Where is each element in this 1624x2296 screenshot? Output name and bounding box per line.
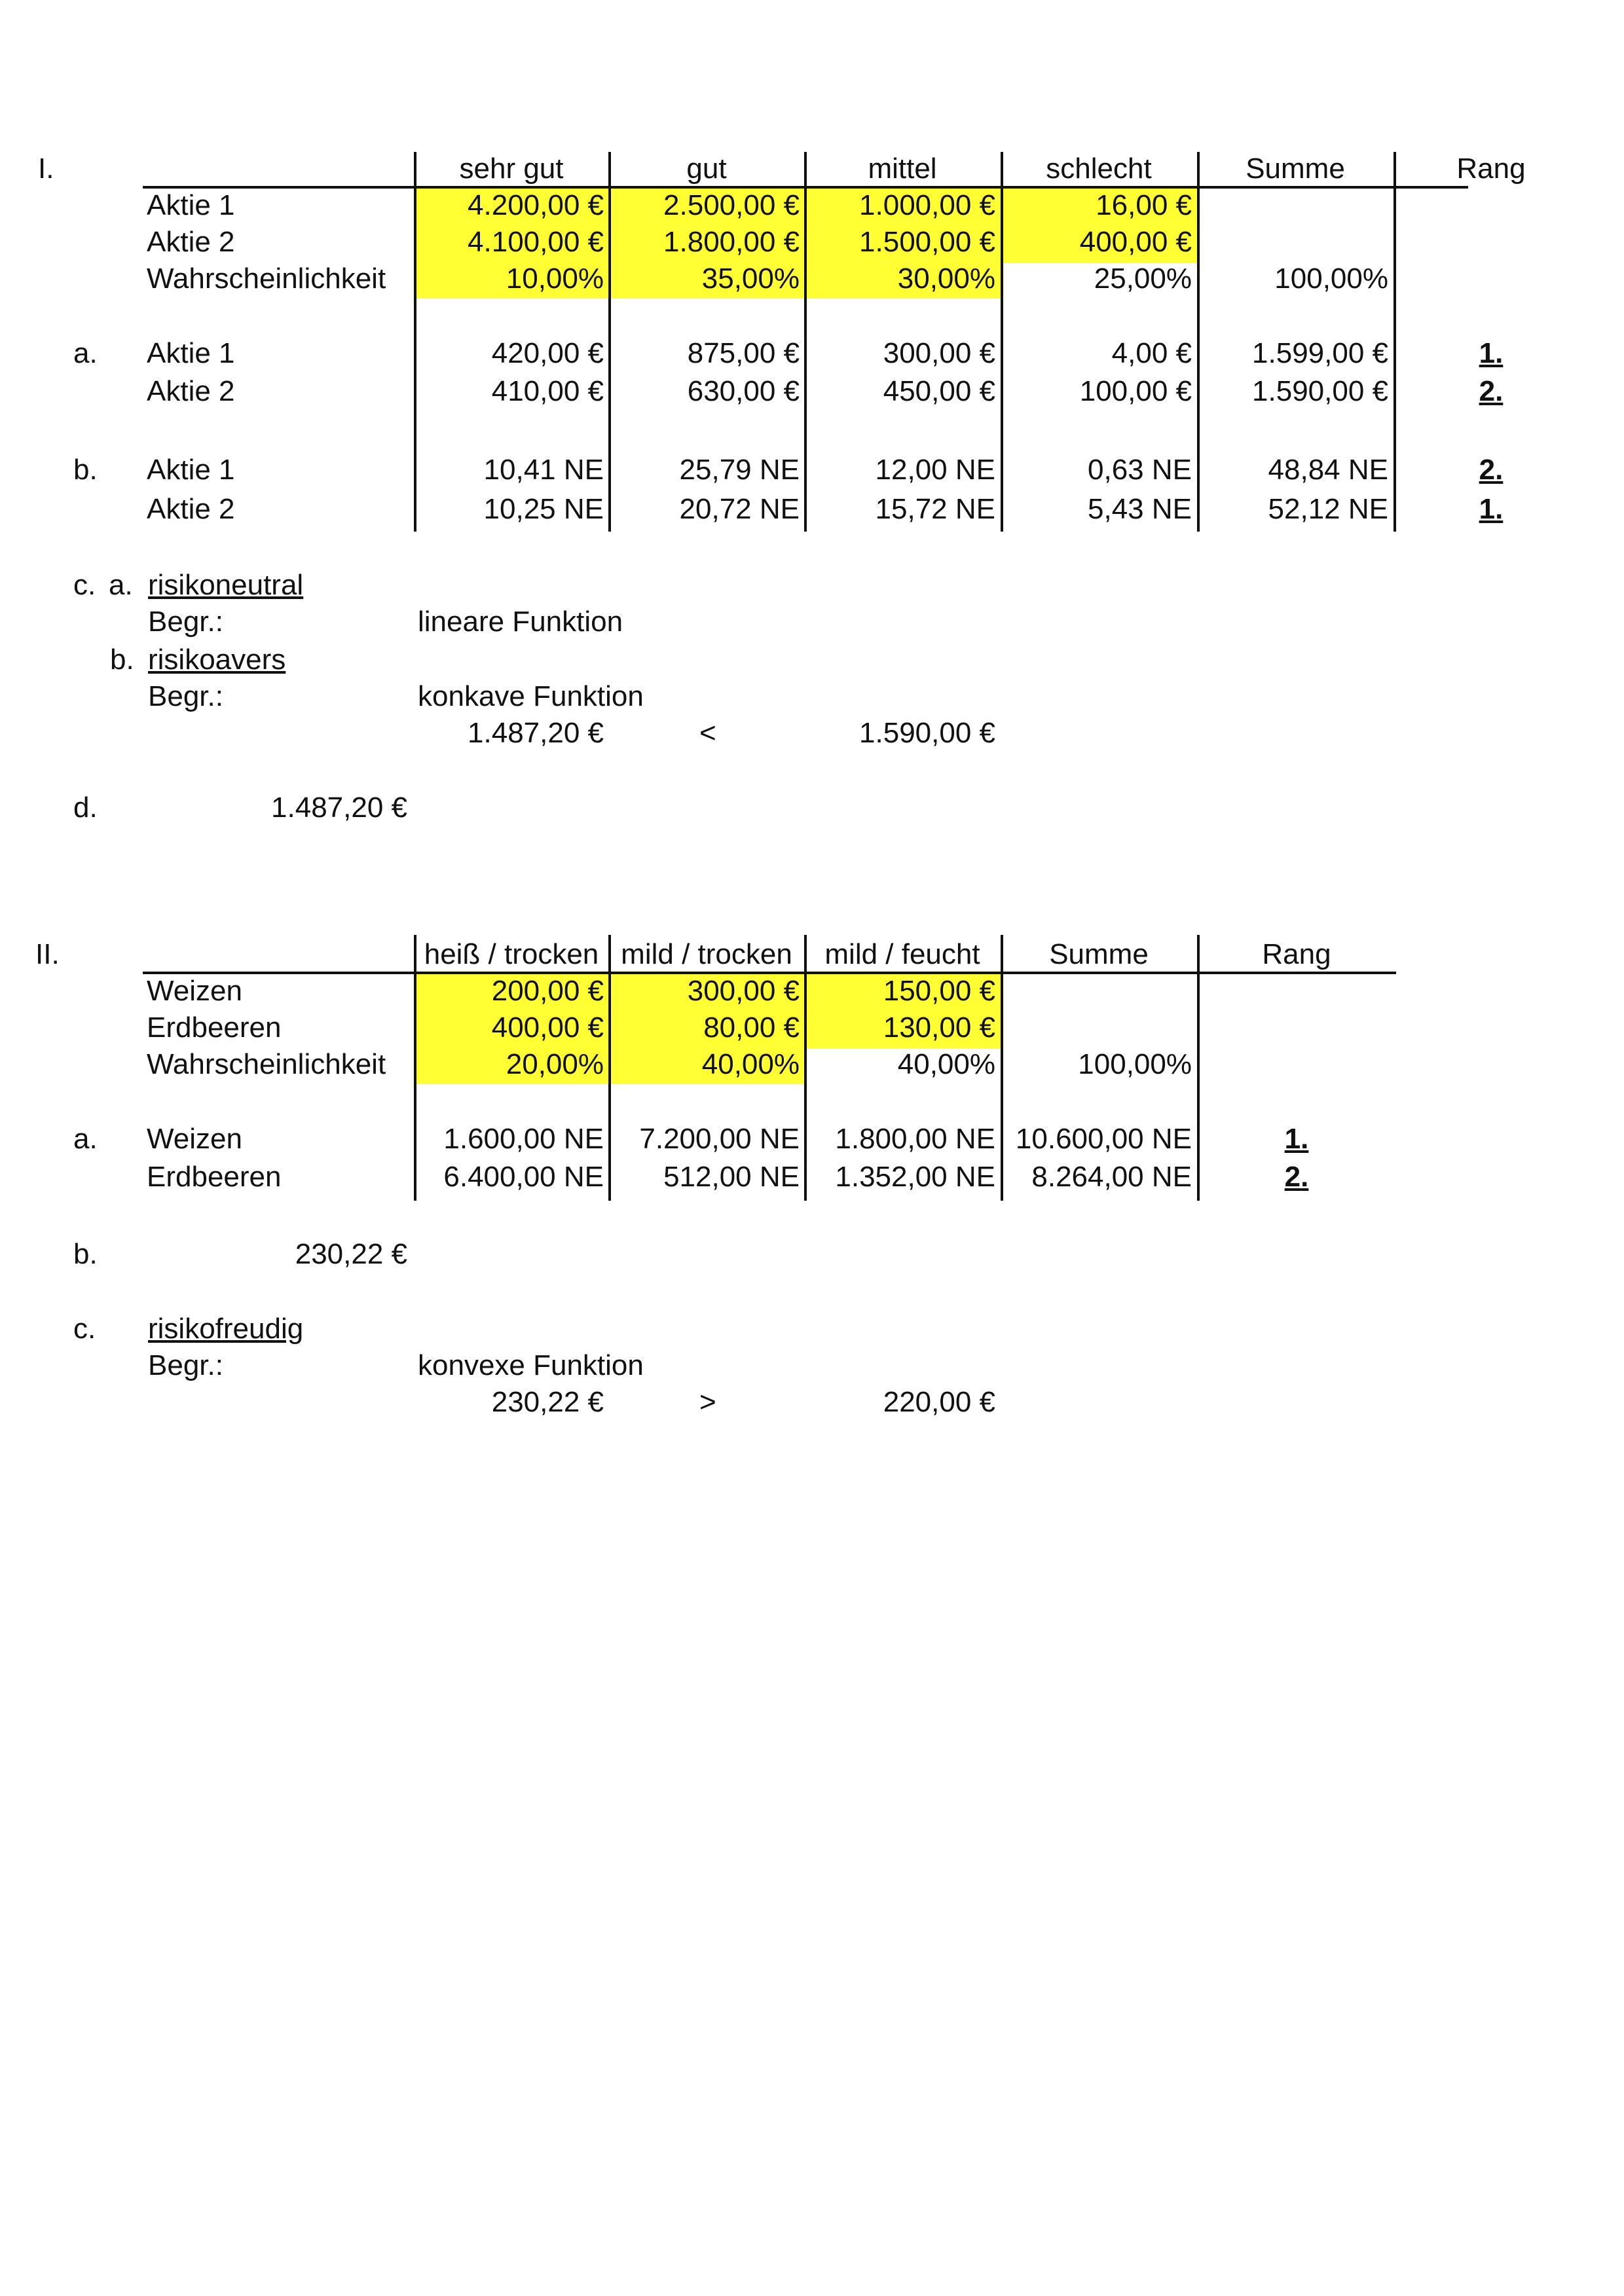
table-cell: 1.600,00 NE	[443, 1123, 604, 1155]
reason-label: Begr.:	[148, 680, 223, 712]
table-cell: 0,63 NE	[1088, 454, 1192, 486]
comparison-left: 1.487,20 €	[468, 717, 604, 749]
section-label: I.	[38, 153, 54, 185]
table-cell: 80,00 €	[703, 1011, 800, 1044]
row-label: Aktie 1	[147, 189, 235, 221]
comparison-right: 1.590,00 €	[859, 717, 995, 749]
rank-value: 2.	[1479, 454, 1504, 486]
table-cell: 1.599,00 €	[1252, 337, 1388, 369]
table-cell: 1.000,00 €	[859, 189, 995, 221]
header-gut: gut	[686, 153, 727, 185]
table-cell: 15,72 NE	[875, 493, 995, 525]
table-cell: 6.400,00 NE	[443, 1161, 604, 1193]
row-label: Weizen	[147, 975, 242, 1007]
part-label: d.	[73, 792, 98, 824]
table-cell: 400,00 €	[491, 1011, 604, 1044]
part-label: b.	[73, 1238, 98, 1270]
table-cell: 7.200,00 NE	[639, 1123, 800, 1155]
table-cell: 1.800,00 €	[663, 226, 800, 258]
result-value: 230,22 €	[295, 1238, 407, 1270]
table-cell: 10.600,00 NE	[1015, 1123, 1192, 1155]
table-cell: 40,00%	[897, 1048, 995, 1080]
result-value: 1.487,20 €	[271, 792, 407, 824]
table-cell: 410,00 €	[491, 375, 604, 407]
row-label: Aktie 2	[147, 375, 235, 407]
table-cell: 100,00 €	[1079, 375, 1192, 407]
header-rang: Rang	[1262, 938, 1331, 970]
sub-label: a.	[109, 569, 133, 601]
table-cell: 300,00 €	[883, 337, 995, 369]
reason-text: konkave Funktion	[418, 680, 644, 712]
sub-label: b.	[110, 644, 134, 676]
table-cell: 4.200,00 €	[468, 189, 604, 221]
comparison-right: 220,00 €	[883, 1386, 995, 1418]
header-sehr-gut: sehr gut	[459, 153, 564, 185]
part-label: a.	[73, 1123, 98, 1155]
table-cell: 100,00%	[1274, 263, 1388, 295]
part-label: c.	[73, 1313, 96, 1345]
table-cell: 150,00 €	[883, 975, 995, 1007]
table-cell: 10,41 NE	[483, 454, 604, 486]
table-cell: 25,00%	[1094, 263, 1192, 295]
table-cell: 10,25 NE	[483, 493, 604, 525]
row-label: Wahrscheinlichkeit	[147, 263, 386, 295]
table-cell: 1.800,00 NE	[835, 1123, 995, 1155]
risk-type: risikoavers	[148, 644, 286, 676]
table-cell: 400,00 €	[1079, 226, 1192, 258]
reason-text: konvexe Funktion	[418, 1349, 644, 1381]
table-cell: 8.264,00 NE	[1031, 1161, 1192, 1193]
table-cell: 1.500,00 €	[859, 226, 995, 258]
table-cell: 12,00 NE	[875, 454, 995, 486]
table-cell: 5,43 NE	[1088, 493, 1192, 525]
row-label: Erdbeeren	[147, 1011, 282, 1044]
part-label: c.	[73, 569, 96, 601]
header-heiss-trocken: heiß / trocken	[424, 938, 599, 970]
part-label: a.	[73, 337, 98, 369]
table-cell: 875,00 €	[687, 337, 800, 369]
table-cell: 48,84 NE	[1268, 454, 1388, 486]
header-schlecht: schlecht	[1046, 153, 1152, 185]
comparison-left: 230,22 €	[491, 1386, 604, 1418]
row-label: Wahrscheinlichkeit	[147, 1048, 386, 1080]
table-cell: 1.590,00 €	[1252, 375, 1388, 407]
table-cell: 4.100,00 €	[468, 226, 604, 258]
comparison-operator: >	[699, 1386, 716, 1418]
table-cell: 52,12 NE	[1268, 493, 1388, 525]
table-cell: 20,72 NE	[679, 493, 800, 525]
header-mild-feucht: mild / feucht	[824, 938, 980, 970]
reason-text: lineare Funktion	[418, 606, 623, 638]
table-cell: 30,00%	[897, 263, 995, 295]
table-cell: 420,00 €	[491, 337, 604, 369]
header-rang: Rang	[1456, 153, 1526, 185]
rank-value: 2.	[1284, 1161, 1309, 1193]
reason-label: Begr.:	[148, 606, 223, 638]
comparison-operator: <	[699, 717, 716, 749]
header-mild-trocken: mild / trocken	[621, 938, 792, 970]
row-label: Aktie 2	[147, 226, 235, 258]
rank-value: 1.	[1284, 1123, 1309, 1155]
table-cell: 2.500,00 €	[663, 189, 800, 221]
header-summe: Summe	[1246, 153, 1345, 185]
risk-type: risikoneutral	[148, 569, 304, 601]
table-cell: 40,00%	[701, 1048, 800, 1080]
risk-type: risikofreudig	[148, 1313, 304, 1345]
table-cell: 4,00 €	[1111, 337, 1192, 369]
part-label: b.	[73, 454, 98, 486]
header-mittel: mittel	[868, 153, 937, 185]
table-cell: 20,00%	[506, 1048, 604, 1080]
table-cell: 1.352,00 NE	[835, 1161, 995, 1193]
row-label: Aktie 2	[147, 493, 235, 525]
table-cell: 35,00%	[701, 263, 800, 295]
table-cell: 130,00 €	[883, 1011, 995, 1044]
reason-label: Begr.:	[148, 1349, 223, 1381]
rank-value: 1.	[1479, 337, 1504, 369]
table-cell: 100,00%	[1078, 1048, 1192, 1080]
table-cell: 16,00 €	[1096, 189, 1192, 221]
row-label: Aktie 1	[147, 337, 235, 369]
row-label: Aktie 1	[147, 454, 235, 486]
table-cell: 630,00 €	[687, 375, 800, 407]
table-cell: 200,00 €	[491, 975, 604, 1007]
table-cell: 25,79 NE	[679, 454, 800, 486]
table-cell: 512,00 NE	[663, 1161, 800, 1193]
rank-value: 1.	[1479, 493, 1504, 525]
rank-value: 2.	[1479, 375, 1504, 407]
row-label: Weizen	[147, 1123, 242, 1155]
table-cell: 10,00%	[506, 263, 604, 295]
header-summe: Summe	[1049, 938, 1149, 970]
table-cell: 300,00 €	[687, 975, 800, 1007]
row-label: Erdbeeren	[147, 1161, 282, 1193]
table-cell: 450,00 €	[883, 375, 995, 407]
section-label: II.	[35, 938, 60, 970]
